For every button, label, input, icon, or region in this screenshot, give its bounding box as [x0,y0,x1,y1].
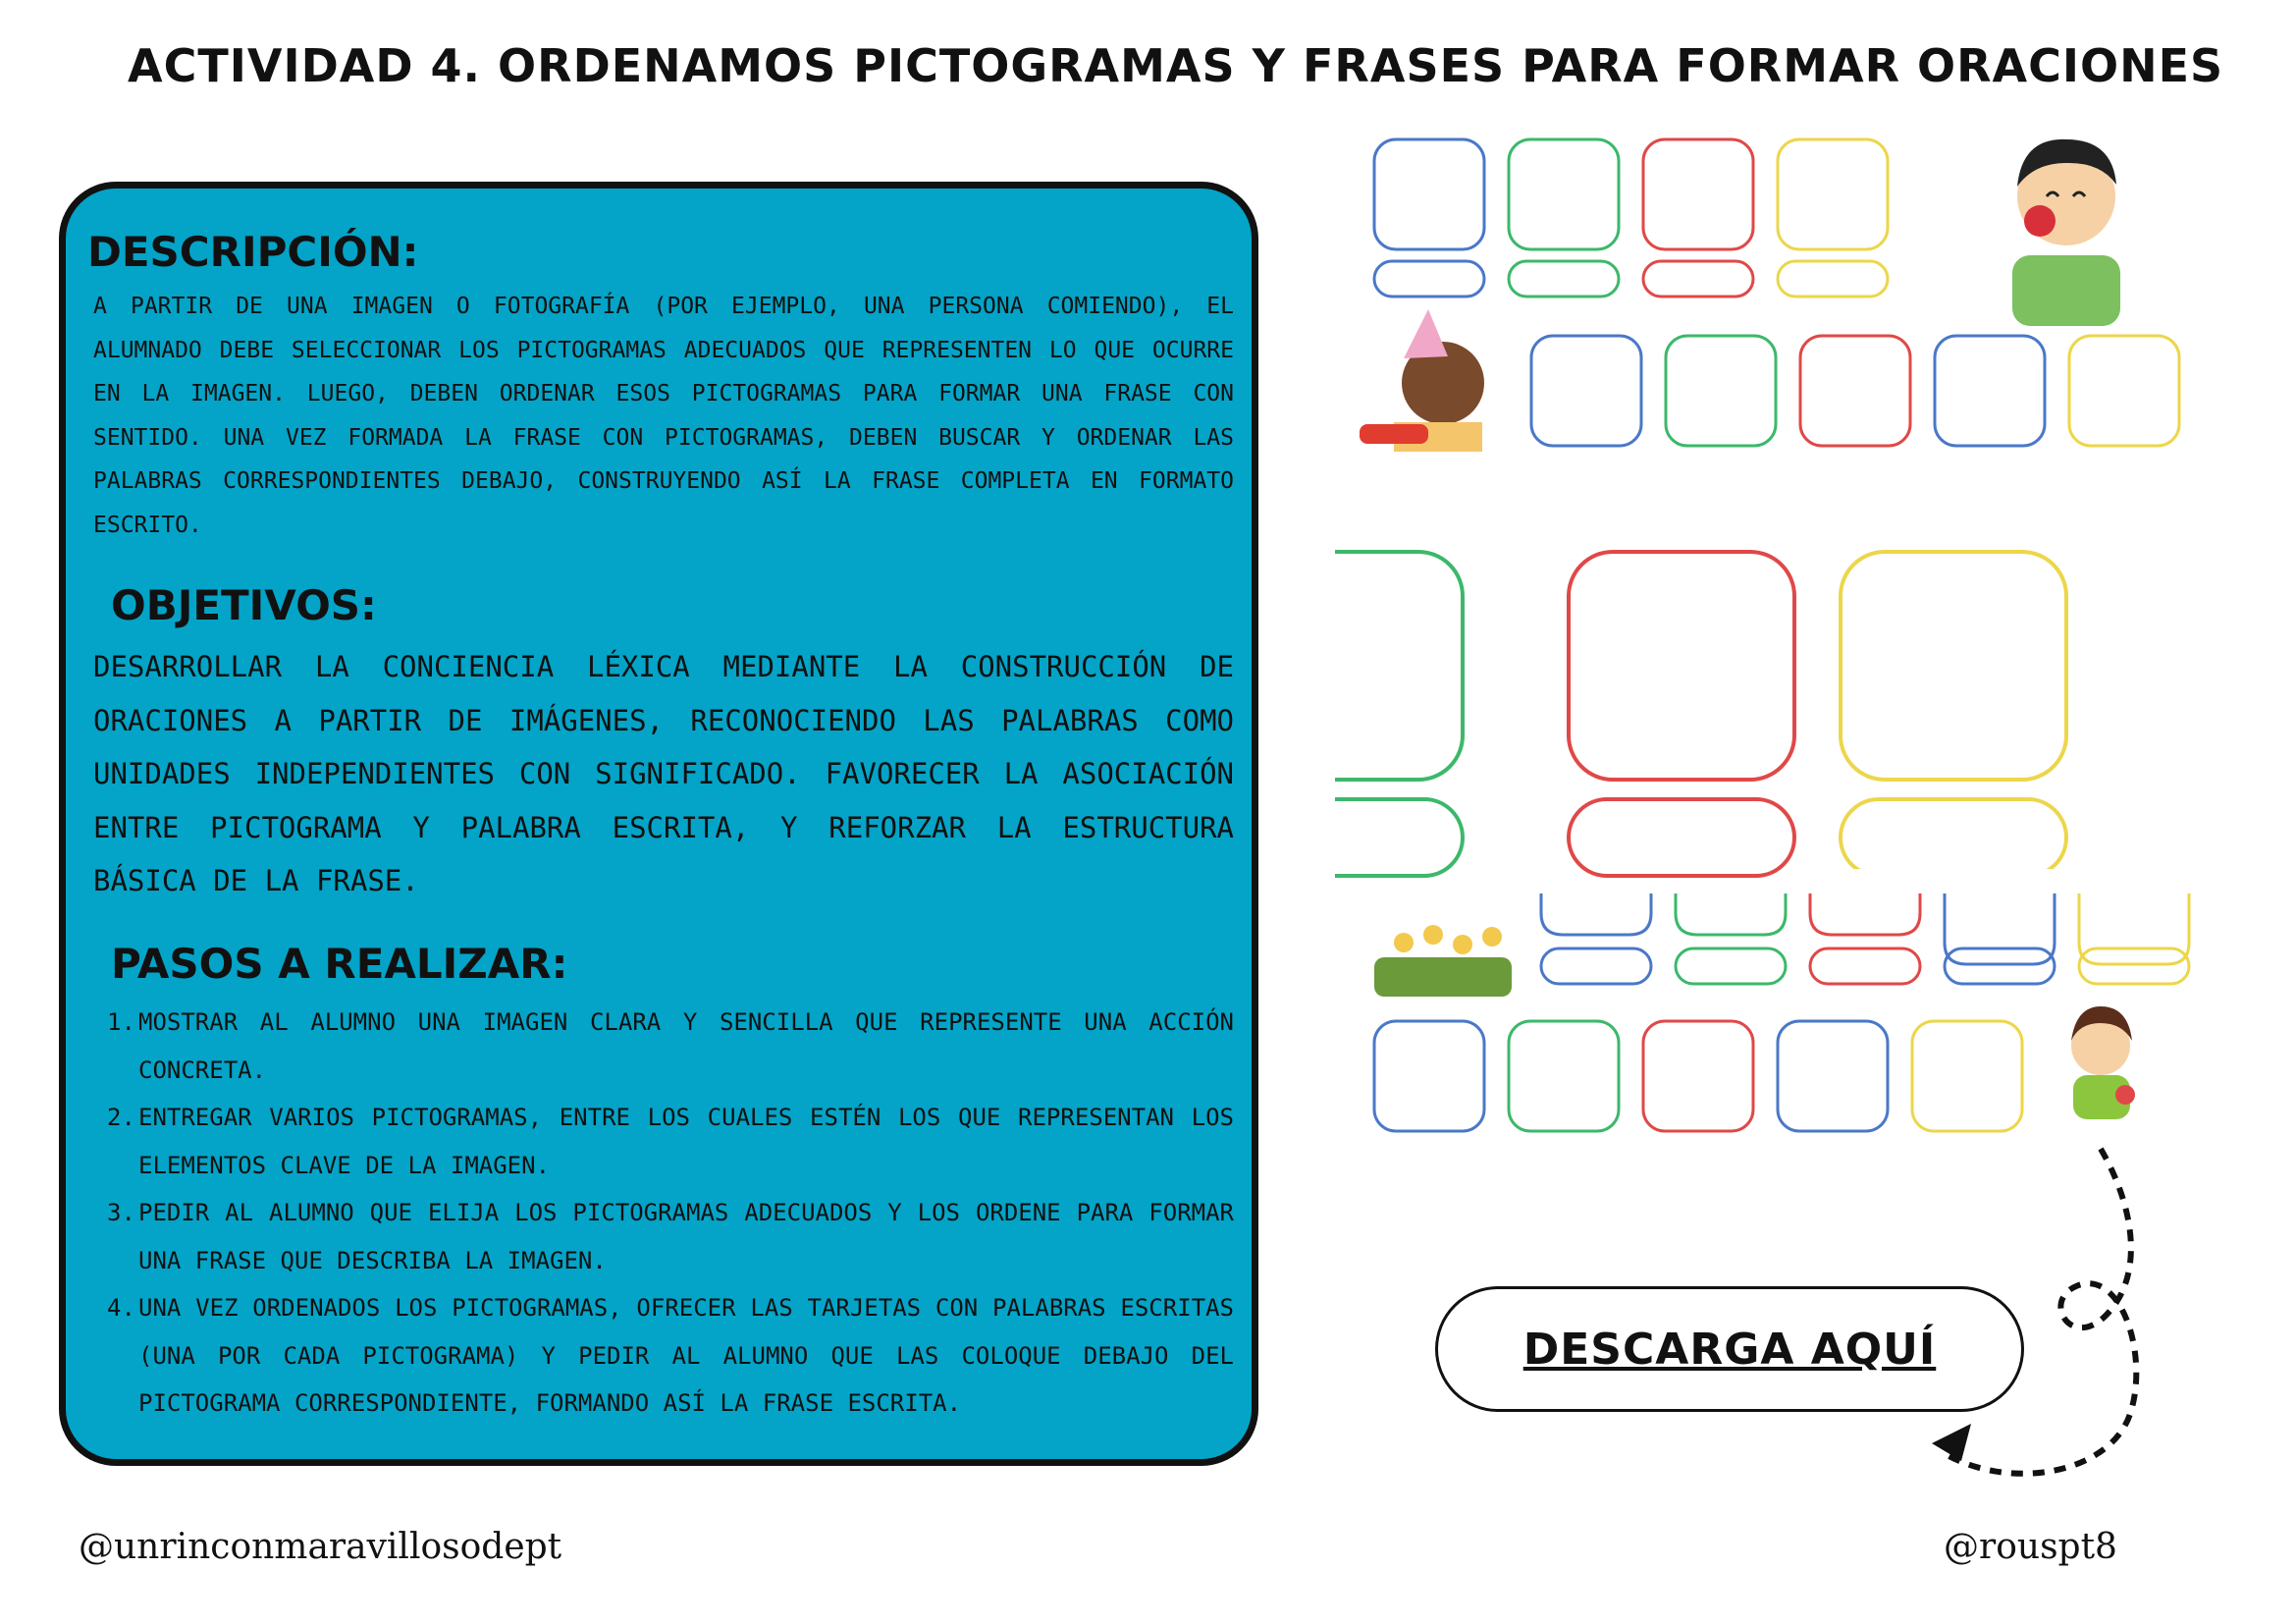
step-item: 3. PEDIR AL ALUMNO QUE ELIJA LOS PICTOGRAMAS ADECUADOS Y LOS ORDENE PARA FORMAR UNA FRASE QUE DESCRIBA LA IMAGEN. [107,1199,1234,1274]
girl-cake-picture [1360,309,1484,452]
footer-left-handle: @unrinconmaravillosodept [79,1527,562,1567]
objectives-heading: OBJETIVOS: [111,581,377,629]
page-title: ACTIVIDAD 4. ORDENAMOS PICTOGRAMAS Y FRASES PARA FORMAR ORACIONES [128,39,2224,92]
download-button[interactable] [1435,1286,2024,1412]
step-item: 4. UNA VEZ ORDENADOS LOS PICTOGRAMAS, OFRECER LAS TARJETAS CON PALABRAS ESCRITAS (UNA POR CADA PICTOGRAMA) Y PEDIR AL ALUMNO QUE LAS COLOQUE DEBAJO DEL PICTOGRAMA CORRESPONDIENTE, FORMANDO ASÍ LA FRASE ESCRITA. [107,1294,1234,1417]
child-playing-picture [2071,1006,2135,1119]
description-text: A PARTIR DE UNA IMAGEN O FOTOGRAFÍA (POR EJEMPLO, UNA PERSONA COMIENDO), EL ALUMNADO DEBE SELECCIONAR LOS PICTOGRAMAS ADECUADOS QUE REPRESENTEN LO QUE OCURRE EN LA IMAGEN. LUEGO, DEBEN ORDENAR ESOS PICTOGRAMAS PARA FORMAR UNA FRASE CON SENTIDO. UNA VEZ FORMADA LA FRASE CON PICTOGRAMAS, DEBEN BUSCAR Y ORDENAR LAS PALABRAS CORRESPONDIENTES DEBAJO, CONSTRUYENDO ASÍ LA FRASE COMPLETA EN FORMATO ESCRITO. [93,294,1234,538]
info-panel [59,182,1258,1466]
description-heading: DESCRIPCIÓN: [87,228,419,276]
step-item: 2. ENTREGAR VARIOS PICTOGRAMAS, ENTRE LOS CUALES ESTÉN LOS QUE REPRESENTAN LOS ELEMENTOS CLAVE DE LA IMAGEN. [107,1104,1234,1179]
objectives-text: DESARROLLAR LA CONCIENCIA LÉXICA MEDIANTE LA CONSTRUCCIÓN DE ORACIONES A PARTIR DE IMÁGENES, RECONOCIENDO LAS PALABRAS COMO UNIDADES INDEPENDIENTES CON SIGNIFICADO. FAVORECER LA ASOCIACIÓN ENTRE PICTOGRAMA Y PALABRA ESCRITA, Y REFORZAR LA ESTRUCTURA BÁSICA DE LA FRASE. [93,650,1234,897]
worksheet-collage [1335,128,2199,1159]
steps-list [93,999,1234,1428]
footer-right-handle: @rouspt8 [1944,1527,2117,1567]
download-label: DESCARGA AQUÍ [1522,1324,1937,1375]
steps-heading: PASOS A REALIZAR: [111,940,568,988]
step-item: 1. MOSTRAR AL ALUMNO UNA IMAGEN CLARA Y SENCILLA QUE REPRESENTE UNA ACCIÓN CONCRETA. [107,1008,1234,1084]
flowers-picture [1374,925,1512,997]
boy-eating-picture [2012,139,2120,326]
